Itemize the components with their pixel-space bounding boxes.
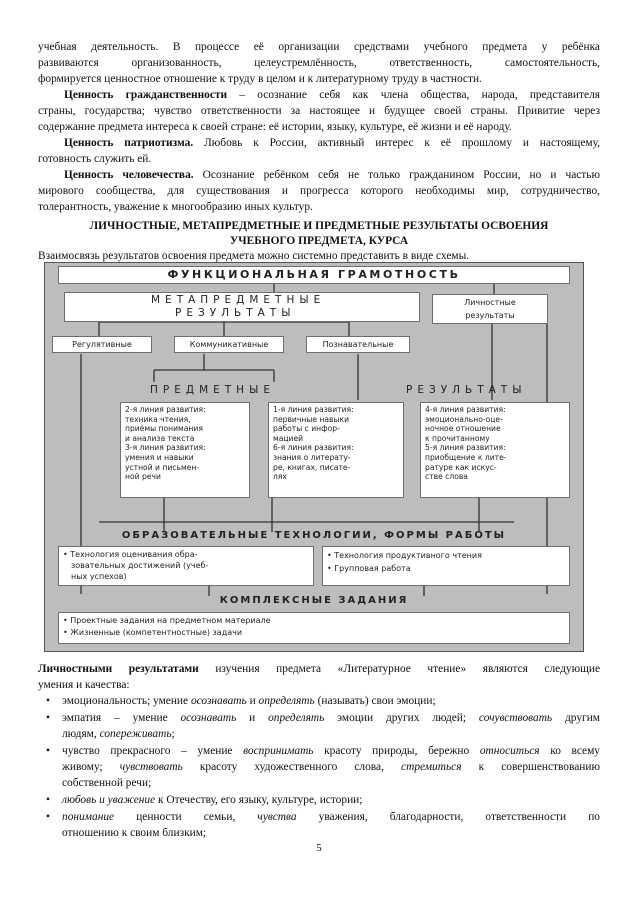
b5-text-c: чувства (257, 811, 297, 823)
section-heading-line-2: УЧЕБНОГО ПРЕДМЕТА, КУРСА (229, 235, 409, 247)
b1-text-e: (называть) свои эмоции; (314, 695, 436, 707)
b4-text-b: и (96, 794, 108, 806)
personal-results-line-2: результаты (465, 311, 515, 320)
bullet-beauty-line-2 (62, 760, 600, 776)
b3-l2-d: стремиться (401, 761, 462, 773)
project-tasks-item: • Проектные задания на предметном материале (63, 616, 271, 625)
assessment-tech-line-2: зовательных достижений (учеб- (71, 561, 209, 570)
b3-l2-e: к совершенствованию (461, 761, 600, 773)
b3-text-a: чувство прекрасного – умение (62, 745, 244, 757)
subject-results-left: ПРЕДМЕТНЫЕ (150, 384, 275, 396)
b3-l2-c: красоту художественного слова, (182, 761, 402, 773)
life-tasks-item: • Жизненные (компетентностные) задачи (63, 628, 243, 637)
communicative-box: Коммуникативные (174, 336, 284, 353)
b5-text-d: уважения, благодарности, ответственности по (296, 811, 601, 823)
meta-results-line-1: МЕТАПРЕДМЕТНЫЕ (151, 294, 326, 306)
box3-line-2: эмоционально-оце- (425, 414, 503, 424)
box3-line-1: 4-я линия развития: (425, 405, 506, 414)
box2-line-7: ре, книгах, писате- (273, 462, 351, 472)
para-1-line-2: развиваются организованность, целеустремлённость, ответственность, самостоятельность, (38, 57, 600, 69)
meta-results-box (64, 292, 420, 322)
box2-line-2: первичные навыки (273, 414, 350, 424)
civic-value-title: Ценность гражданственности (64, 89, 228, 101)
civic-value-line-2: страны, государства; чувство ответственности за настоящее и будущее своей страны. Привитие через (38, 105, 600, 117)
humanity-line-2: мирового сообщества, для существования и прогресса которого необходимы мир, сотрудничество, (38, 185, 600, 197)
assessment-tech-box (58, 546, 314, 586)
box3-line-5: 5-я линия развития: (425, 443, 506, 453)
b3-l2-b: чувствовать (119, 761, 183, 773)
b5-text-a: понимание (62, 811, 115, 823)
bullet-love-respect (46, 793, 600, 809)
box1-line-4: и анализа текста (125, 433, 195, 443)
b2-text-f: сочувствовать (478, 712, 553, 724)
personal-results-box (432, 294, 548, 324)
bullet-family-line-2: отношению к своим близким; (62, 827, 207, 839)
bullet-dot: • (46, 695, 50, 707)
box1-line-1: 2-я линия развития: (125, 405, 206, 414)
regulatory-box: Регулятивные (52, 336, 152, 353)
box3-line-8: стве слова (425, 472, 468, 482)
dev-lines-box-3 (420, 402, 570, 498)
humanity-line-3: толерантность, уважение к многообразию иных культур. (38, 201, 313, 213)
para-1-line-1: учебная деятельность. В процессе её организации средствами учебного предмета у ребёнка (38, 41, 600, 53)
bullet-empathy-line-1 (46, 711, 600, 727)
box3-line-7: ратуре как искус- (425, 462, 497, 472)
dev-lines-box-1 (120, 402, 250, 498)
patriotism-title: Ценность патриотизма. (64, 137, 194, 149)
box3-line-6: приобщение к лите- (425, 452, 507, 462)
box2-line-4: мацией (273, 433, 304, 443)
personal-results-intro-line-2: умения и качества: (38, 679, 130, 691)
b1-text-b: осознавать (190, 695, 247, 707)
personal-results-label: Личностными результатами (38, 663, 199, 675)
b1-text-d: определять (258, 695, 315, 707)
bullet-dot: • (46, 712, 50, 724)
results-diagram (44, 262, 584, 652)
box2-line-1: 1-я линия развития: (273, 405, 354, 414)
bullet-dot: • (46, 794, 50, 806)
b3-l2-a: живому; (62, 761, 120, 773)
box1-line-2: техника чтения, (125, 414, 191, 424)
b4-text-a: любовь (62, 794, 97, 806)
reading-tech-box (322, 546, 570, 586)
dev-lines-box-2 (268, 402, 404, 498)
civic-value-text: – осознание себя как члена общества, народа, представителя (227, 89, 600, 101)
b2-l2-c: ; (171, 728, 175, 740)
humanity-title: Ценность человечества. (64, 169, 194, 181)
box1-line-8: ной речи (125, 472, 161, 482)
group-work-item: • Групповая работа (327, 564, 411, 573)
bullet-family-line-1 (46, 810, 601, 826)
b4-text-d: к Отечеству, его языку, культуре, истории; (155, 794, 363, 806)
box1-line-3: приёмы понимания (125, 424, 203, 434)
b3-text-e: ко всему (539, 745, 601, 757)
cognitive-box: Познавательные (306, 336, 410, 353)
b3-text-b: воспринимать (243, 745, 314, 757)
b4-text-c: уважение (107, 794, 156, 806)
functional-literacy-title: ФУНКЦИОНАЛЬНАЯ ГРАМОТНОСТЬ (58, 266, 570, 284)
humanity-line-1 (38, 168, 600, 184)
b2-text-g: другим (552, 712, 600, 724)
section-heading-line-1: ЛИЧНОСТНЫЕ, МЕТАПРЕДМЕТНЫЕ И ПРЕДМЕТНЫЕ РЕЗУЛЬТАТЫ ОСВОЕНИЯ (89, 220, 549, 232)
civic-value-line-3: содержание предмета интереса к своей стране: её истории, языку, культуре, её жизни и её народу. (38, 121, 512, 133)
meta-results-line-2: РЕЗУЛЬТАТЫ (175, 307, 296, 319)
b2-text-d: определять (268, 712, 325, 724)
para-1-line-3: формируется ценностное отношение к труду в целом и к литературному труду в частности. (38, 73, 482, 85)
box1-line-7: устной и письмен- (125, 462, 200, 472)
box2-line-8: лях (273, 472, 287, 482)
bullet-beauty-line-3: собственной речи; (62, 777, 152, 789)
civic-value-line-1 (38, 88, 600, 104)
b2-l2-b: сопереживать (99, 728, 172, 740)
b3-text-c: красоту природы, бережно (313, 745, 480, 757)
b2-text-e: эмоции других людей; (324, 712, 479, 724)
bullet-empathy-line-2 (62, 727, 600, 743)
b3-text-d: относиться (479, 745, 540, 757)
bullet-beauty-line-1 (46, 744, 601, 760)
tech-forms-title: ОБРАЗОВАТЕЛЬНЫЕ ТЕХНОЛОГИИ, ФОРМЫ РАБОТЫ (121, 530, 507, 541)
personal-results-intro-text: изучения предмета «Литературное чтение» являются следующие (198, 663, 601, 675)
b1-text-a: эмоциональность; умение (62, 695, 191, 707)
box3-line-3: ночное отношение (425, 424, 501, 434)
box2-line-6: знания о литерату- (273, 452, 351, 462)
diagram-intro: Взаимосвязь результатов освоения предмета можно системно представить в виде схемы. (38, 250, 470, 262)
box2-line-5: 6-я линия развития: (273, 443, 354, 453)
b5-text-b: ценности семьи, (114, 811, 258, 823)
humanity-text: Осознание ребёнком себя не только гражданином России, но и частью (193, 169, 600, 181)
bullet-emotionality (46, 694, 600, 710)
personal-results-intro-line-1 (38, 662, 600, 678)
box1-line-5: 3-я линия развития: (125, 443, 206, 453)
box1-line-6: умения и навыки (125, 452, 194, 462)
b1-text-c: и (246, 695, 259, 707)
complex-tasks-box (58, 612, 570, 644)
box3-line-4: к прочитанному (425, 433, 490, 443)
b2-text-b: осознавать (180, 712, 237, 724)
box2-line-3: работы с инфор- (273, 424, 340, 434)
patriotism-line-2: готовность служить ей. (38, 153, 152, 165)
productive-reading-item: • Технология продуктивного чтения (327, 551, 482, 560)
b2-text-c: и (236, 712, 269, 724)
subject-results-right: РЕЗУЛЬТАТЫ (406, 384, 527, 396)
assessment-tech-line-3: ных успехов) (71, 572, 127, 581)
assessment-tech-line-1: • Технология оценивания обра- (63, 550, 198, 559)
bullet-dot: • (46, 745, 50, 757)
b2-l2-a: людям, (62, 728, 100, 740)
page-number: 5 (316, 842, 322, 854)
b2-text-a: эмпатия – умение (62, 712, 181, 724)
personal-results-line-1: Личностные (464, 298, 516, 307)
bullet-dot: • (46, 811, 50, 823)
patriotism-text: Любовь к России, активный интерес к её прошлому и настоящему, (193, 137, 600, 149)
patriotism-line-1 (38, 136, 600, 152)
complex-tasks-title: КОМПЛЕКСНЫЕ ЗАДАНИЯ (219, 595, 409, 606)
